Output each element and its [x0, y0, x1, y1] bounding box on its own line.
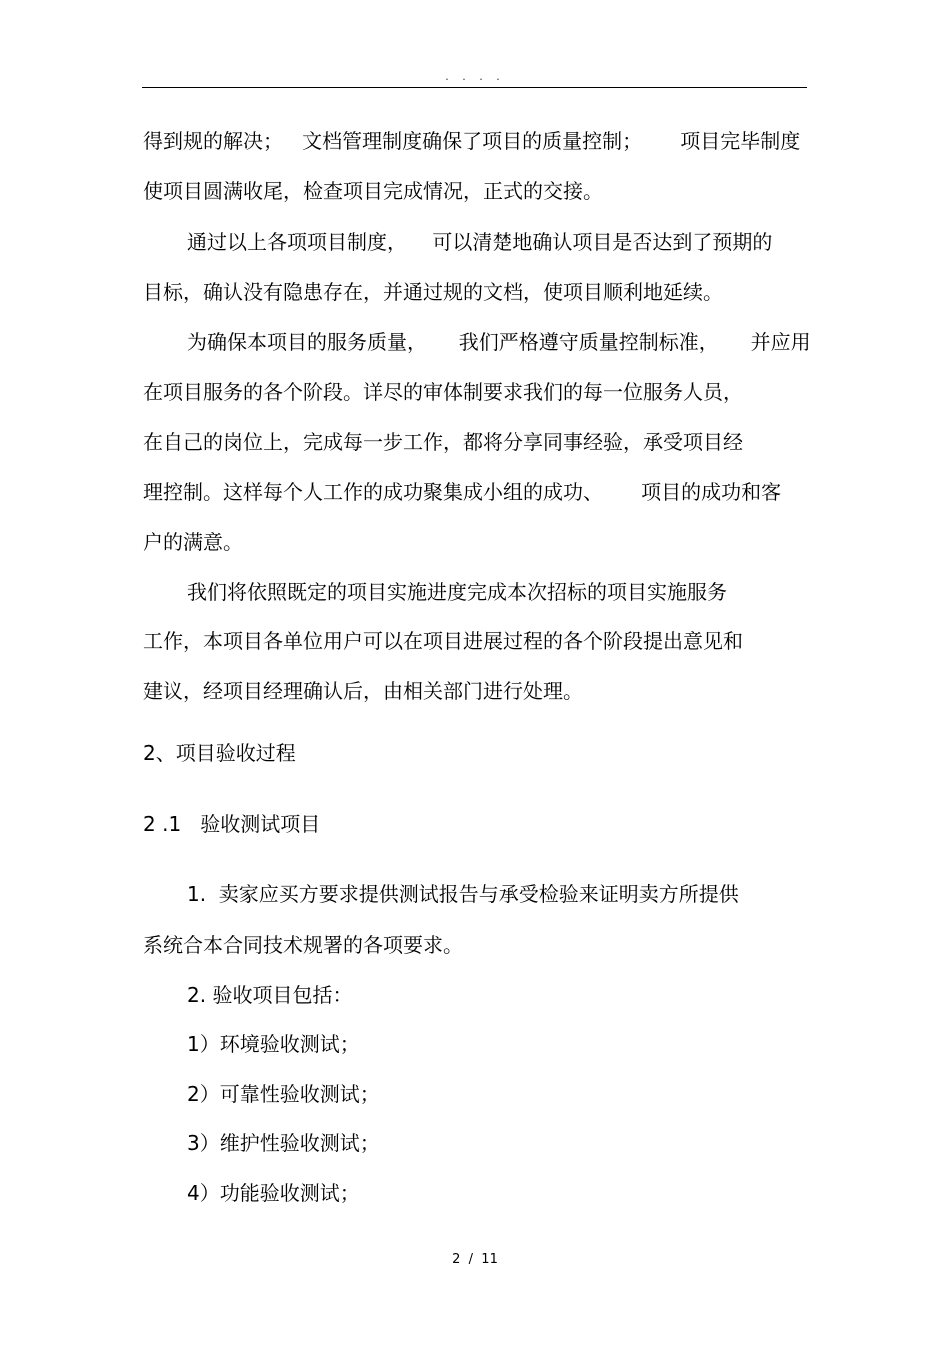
list-item: 3）维护性验收测试； [187, 1131, 380, 1155]
section-heading: 2、项目验收过程 [143, 741, 296, 765]
body-line: 在项目服务的各个阶段。详尽的审体制要求我们的每一位服务人员， [143, 380, 743, 404]
list-item: 1）环境验收测试； [187, 1032, 360, 1056]
list-item: 4）功能验收测试； [187, 1181, 360, 1205]
body-line: 使项目圆满收尾，检查项目完成情况，正式的交接。 [143, 179, 603, 203]
body-line: 得到规的解决； 文档管理制度确保了项目的质量控制； 项目完毕制度 [143, 129, 801, 153]
body-line: 通过以上各项项目制度， 可以清楚地确认项目是否达到了预期的 [187, 230, 773, 254]
body-line: 1. 卖家应买方要求提供测试报告与承受检验来证明卖方所提供 [187, 882, 739, 906]
body-line: 系统合本合同技术规署的各项要求。 [143, 933, 463, 957]
list-heading: 2. 验收项目包括： [187, 983, 353, 1007]
body-line: 在自己的岗位上，完成每一步工作，都将分享同事经验，承受项目经 [143, 430, 743, 454]
subsection-heading: 2 .1 验收测试项目 [143, 812, 321, 836]
body-line: 目标，确认没有隐患存在，并通过规的文档，使项目顺利地延续。 [143, 280, 723, 304]
body-line: 理控制。这样每个人工作的成功聚集成小组的成功、 项目的成功和客 [143, 480, 782, 504]
body-line: 建议，经项目经理确认后，由相关部门进行处理。 [143, 679, 583, 703]
body-line: 我们将依照既定的项目实施进度完成本次招标的项目实施服务 [187, 580, 727, 604]
header-rule [142, 87, 807, 88]
list-item: 2）可靠性验收测试； [187, 1082, 380, 1106]
page-number: 2 / 11 [452, 1252, 498, 1267]
body-line: 为确保本项目的服务质量， 我们严格遵守质量控制标准， 并应用 [187, 330, 811, 354]
header-dots: . . . . [445, 70, 505, 83]
body-line: 户的满意。 [143, 530, 243, 554]
body-line: 工作，本项目各单位用户可以在项目进展过程的各个阶段提出意见和 [143, 629, 743, 653]
